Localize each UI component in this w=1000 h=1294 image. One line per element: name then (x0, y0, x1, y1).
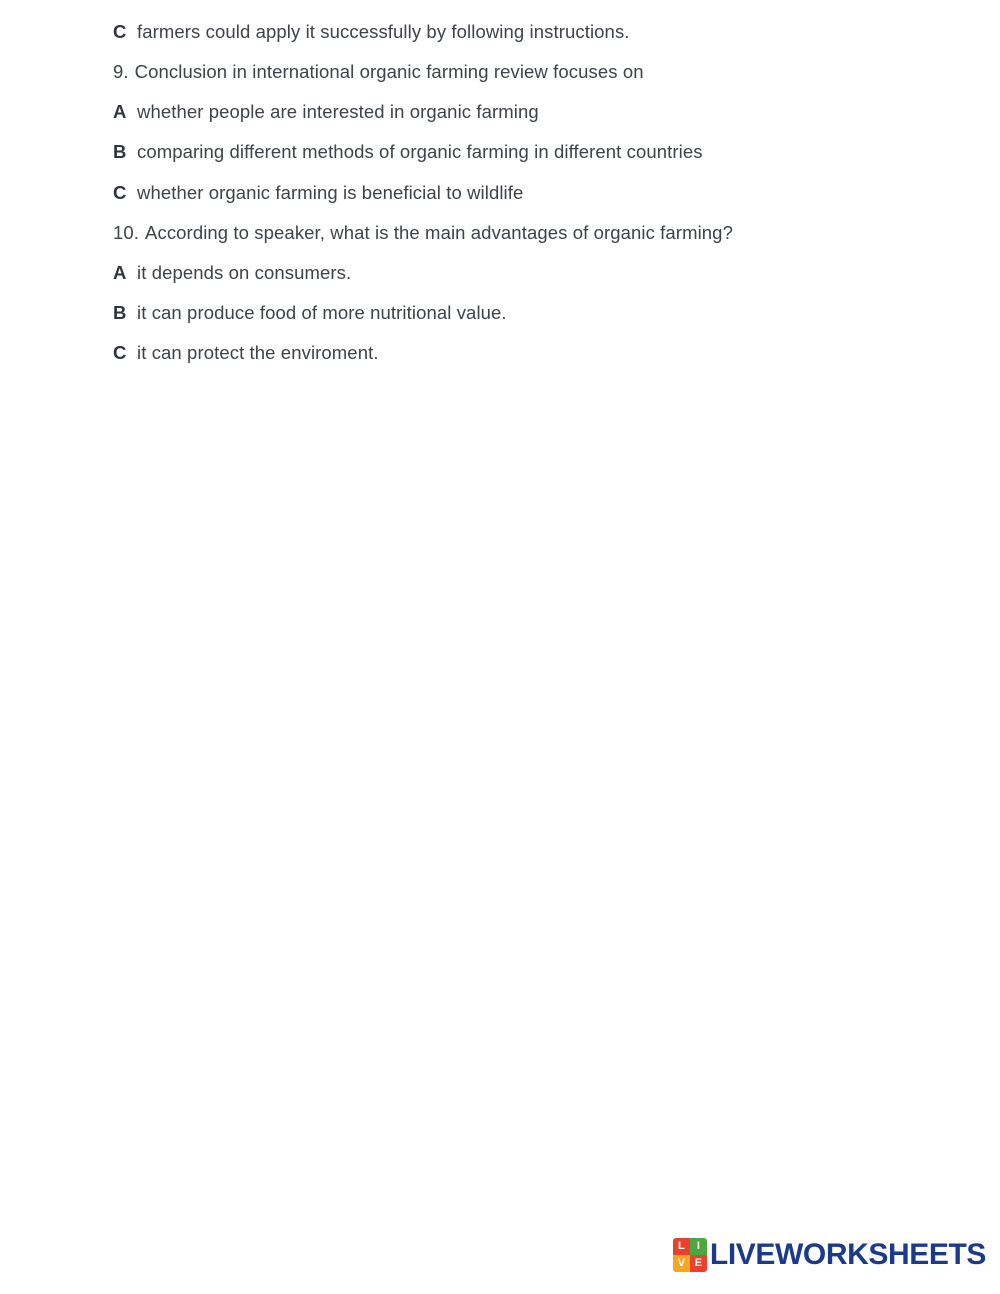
option-text: it can produce food of more nutritional value. (137, 301, 507, 323)
questions-list (113, 20, 933, 381)
liveworksheets-mark-icon (673, 1238, 707, 1272)
answer-option[interactable] (113, 181, 933, 204)
question-number: 10. (113, 221, 140, 243)
answer-option[interactable] (113, 261, 933, 284)
option-letter: C (113, 342, 127, 363)
option-text: it depends on consumers. (137, 261, 352, 283)
logo-cell-e: E (690, 1255, 707, 1272)
answer-option[interactable] (113, 20, 933, 43)
answer-option[interactable] (113, 341, 933, 364)
option-letter: B (113, 141, 127, 163)
option-text: comparing different methods of organic farming in different countries (137, 141, 703, 163)
option-letter: A (113, 261, 127, 283)
logo-cell-i: I (690, 1238, 707, 1255)
question-item (113, 60, 933, 83)
option-text: it can protect the enviroment. (137, 342, 379, 363)
answer-option[interactable] (113, 100, 933, 123)
logo-cell-l: L (673, 1238, 690, 1255)
option-letter: C (113, 21, 127, 42)
option-letter: B (113, 301, 127, 323)
option-text: farmers could apply it successfully by following instructions. (137, 21, 630, 42)
option-text: whether people are interested in organic farming (137, 101, 539, 123)
liveworksheets-wordmark: LIVEWORKSHEETS (709, 1238, 986, 1271)
answer-option[interactable] (113, 140, 933, 163)
logo-cell-v: V (673, 1255, 690, 1272)
liveworksheets-logo[interactable] (673, 1238, 986, 1272)
option-letter: C (113, 181, 127, 203)
option-text: whether organic farming is beneficial to wildlife (137, 181, 524, 203)
question-text: Conclusion in international organic farming review focuses on (134, 61, 644, 83)
question-number: 9. (113, 61, 129, 83)
answer-option[interactable] (113, 301, 933, 324)
question-text: According to speaker, what is the main advantages of organic farming? (145, 221, 733, 243)
question-item (113, 221, 933, 244)
option-letter: A (113, 101, 127, 123)
